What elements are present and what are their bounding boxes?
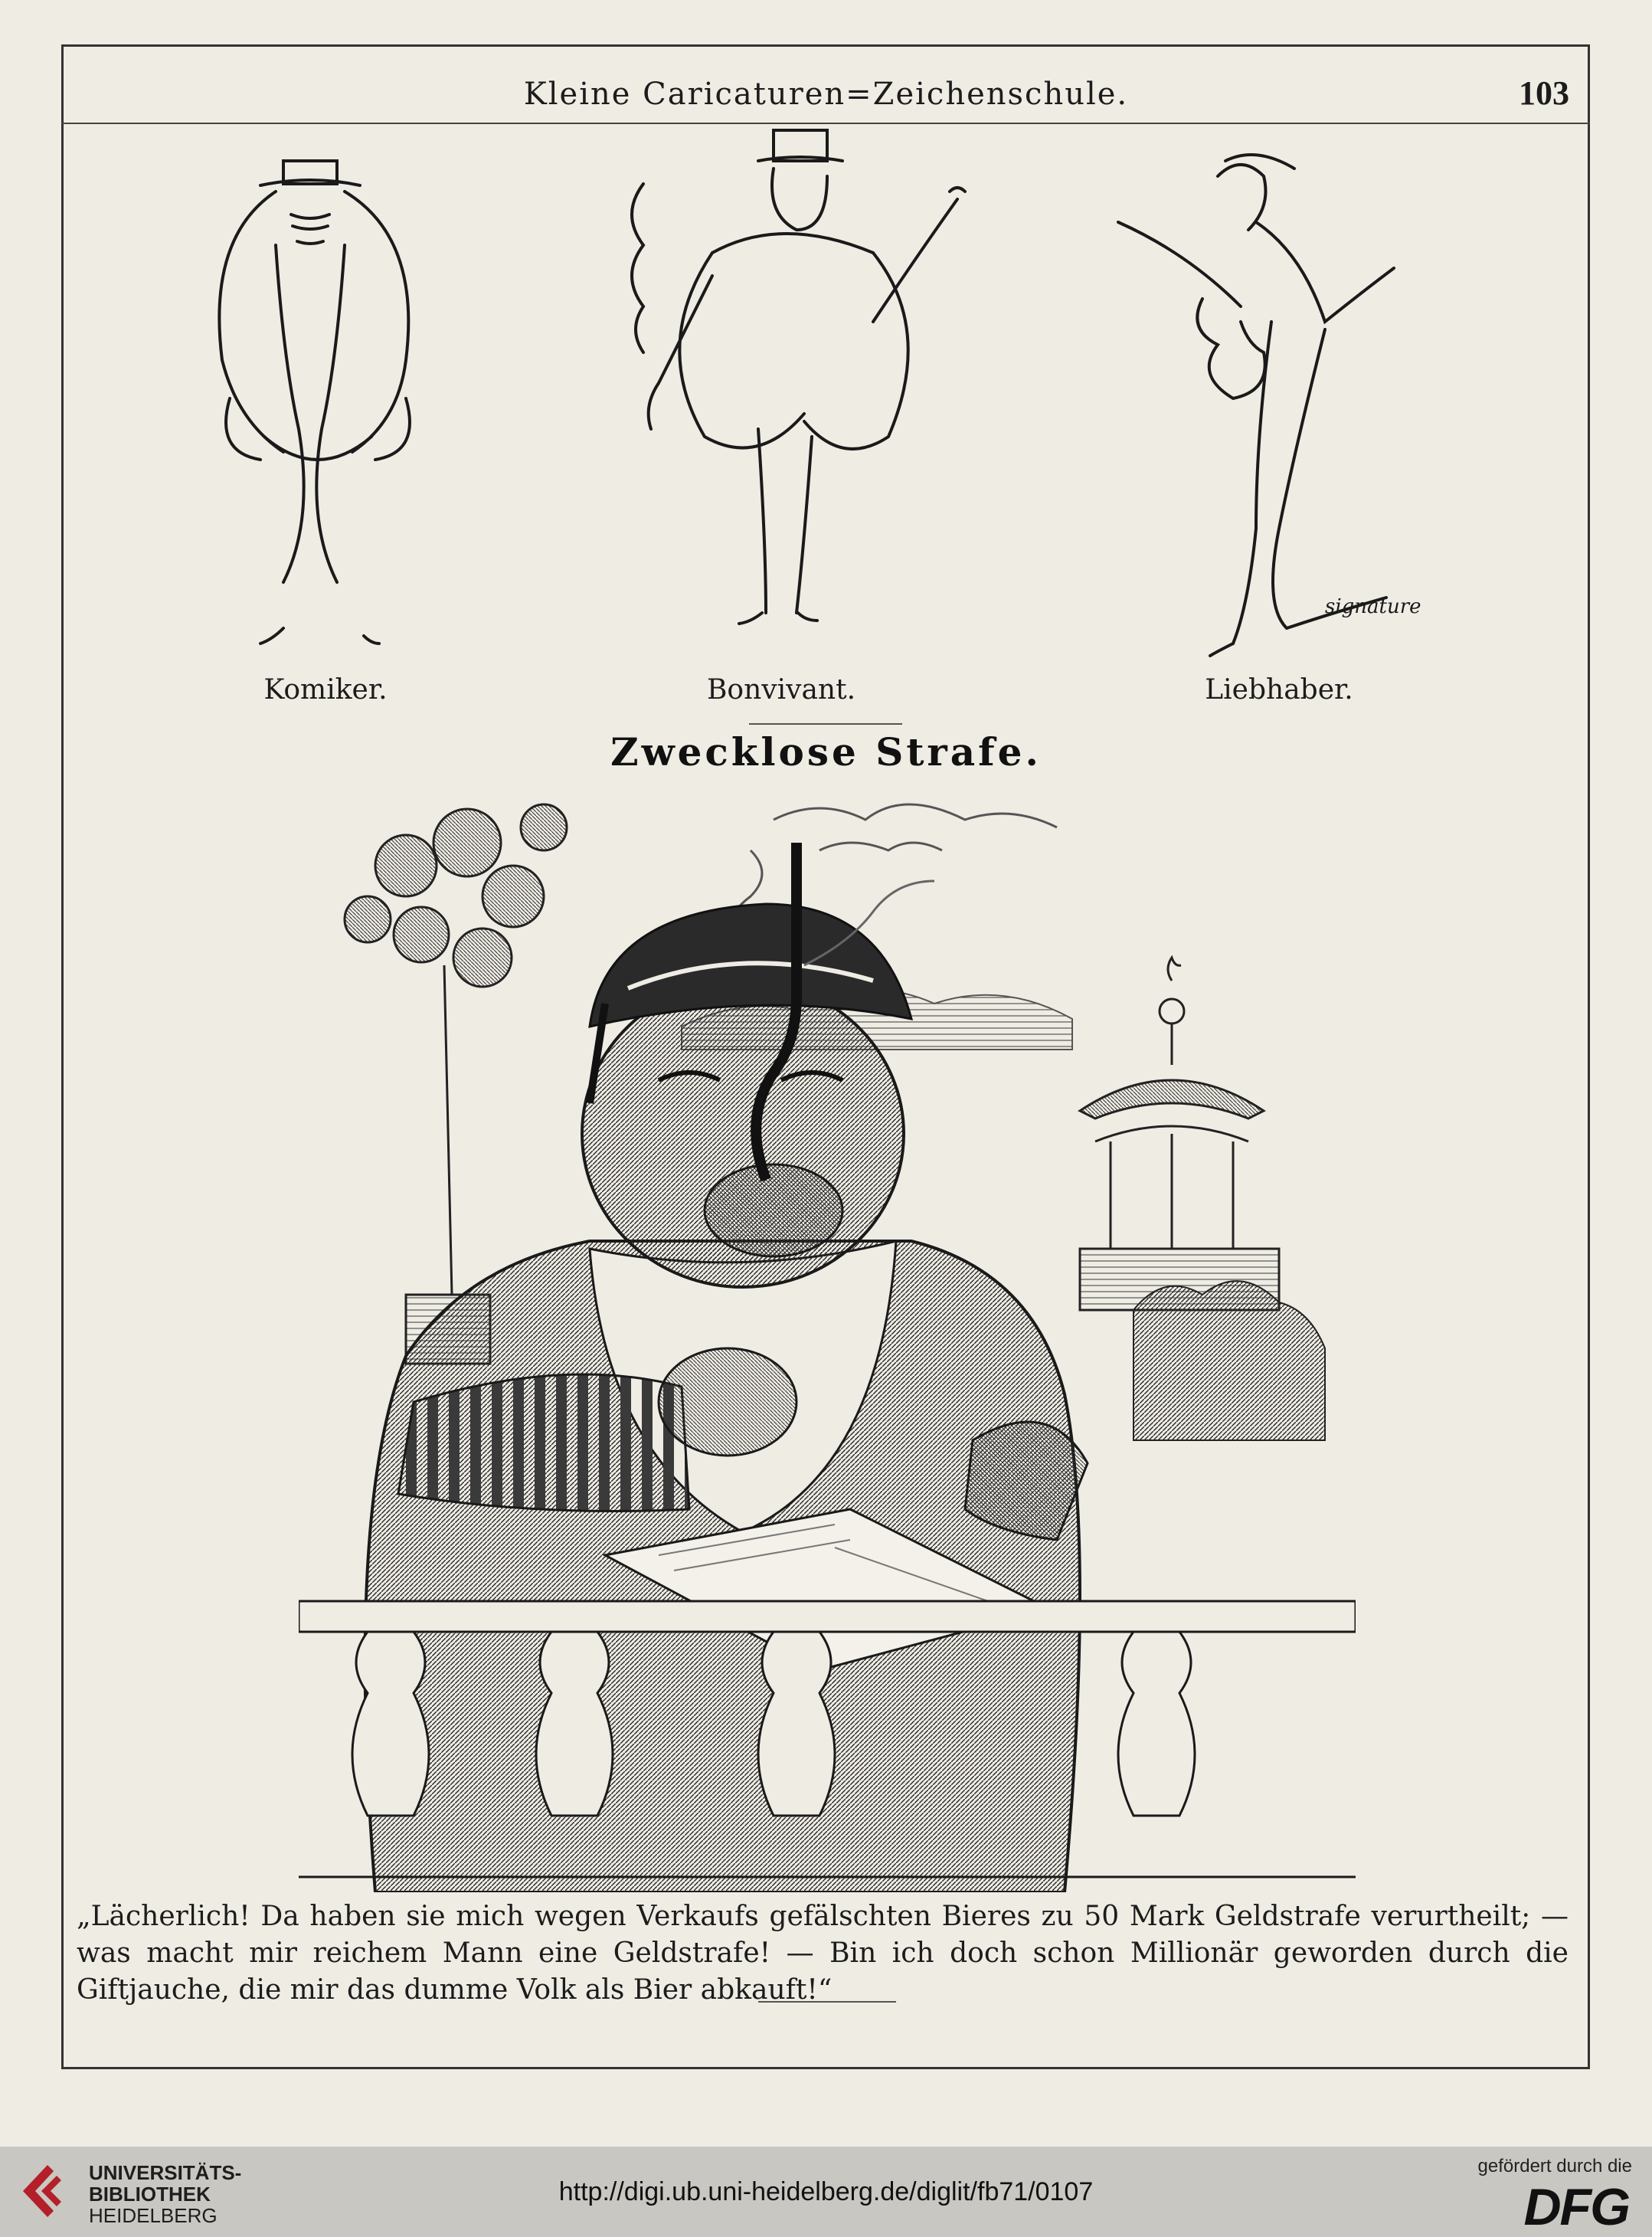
footer-bar bbox=[0, 2147, 1652, 2235]
comedian-sketch-icon bbox=[199, 130, 444, 651]
caption-liebhaber: Liebhaber. bbox=[1205, 674, 1353, 706]
svg-text:signature: signature bbox=[1325, 595, 1421, 618]
page-number: 103 bbox=[1519, 74, 1569, 112]
bon-vivant-sketch-icon bbox=[597, 123, 980, 644]
dfg-logo[interactable]: DFG bbox=[1523, 2178, 1629, 2236]
permalink-url[interactable]: http://digi.ub.uni-heidelberg.de/diglit/fb71/0107 bbox=[558, 2177, 1094, 2206]
end-rule bbox=[758, 2001, 896, 2003]
library-name-line1: UNIVERSITÄTS- bbox=[89, 2161, 242, 2184]
caption-komiker: Komiker. bbox=[263, 674, 388, 706]
brewer-engraving-illustration bbox=[299, 774, 1356, 1892]
sponsor-text: gefördert durch die bbox=[1477, 2156, 1632, 2176]
running-header: Kleine Caricaturen=Zeichenschule. bbox=[523, 77, 1129, 112]
cartoon-title: Zwecklose Strafe. bbox=[610, 729, 1042, 775]
library-name-line2: BIBLIOTHEK bbox=[89, 2183, 211, 2206]
caption-bonvivant: Bonvivant. bbox=[706, 674, 856, 706]
cartoon-quote: „Lächerlich! Da haben sie mich wegen Verkaufs gefälschten Bieres zu 50 Mark Geldstrafe verurtheilt; — was macht mir reichem Mann eine Geldstrafe! — Bin ich doch schon Millionär geworden durch die Giftjauche, die mir das dumme Volk als Bier abkauft!“ bbox=[77, 1901, 1569, 2006]
section-divider bbox=[749, 723, 902, 725]
frame-bottom-rule bbox=[61, 2067, 1590, 2069]
lover-sketch-icon bbox=[1103, 138, 1486, 659]
library-name-line3: HEIDELBERG bbox=[89, 2204, 218, 2227]
frame-top-rule bbox=[61, 44, 1590, 47]
